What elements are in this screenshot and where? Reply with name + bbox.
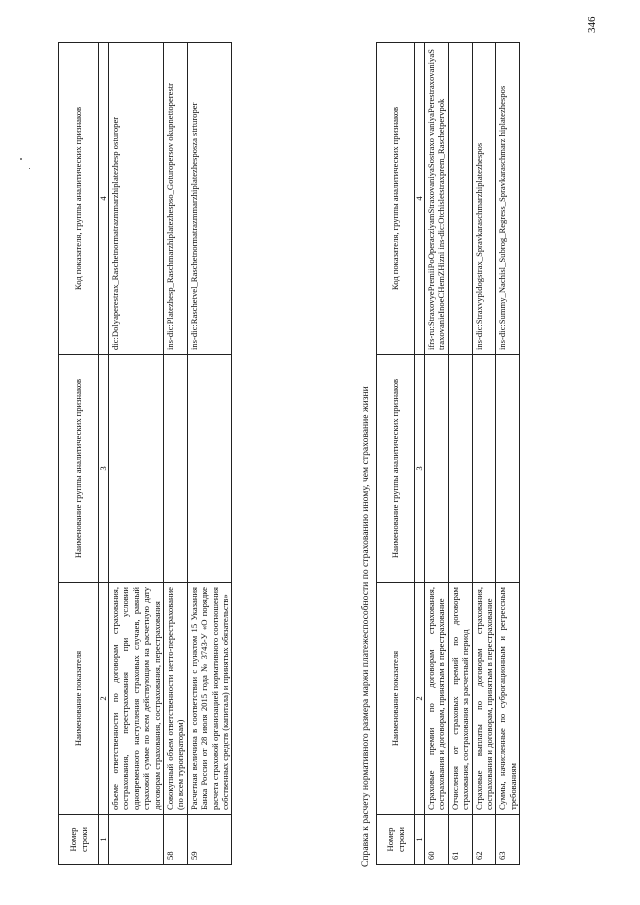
row-number: 62 <box>472 815 496 865</box>
section-caption: Справка к расчету нормативного размера маржи платежеспособности по страхованию иному, чем страхование жизни <box>360 386 371 867</box>
column-number: 3 <box>415 355 425 583</box>
row-number: 61 <box>448 815 472 865</box>
table-header-row <box>59 43 99 865</box>
row-number: 59 <box>187 815 232 865</box>
column-number: 4 <box>415 43 425 355</box>
group-name <box>109 355 164 583</box>
header-indicator-name: Наименование показателя <box>377 583 415 815</box>
header-group-name: Наименование группы аналитических признаков <box>377 355 415 583</box>
indicator-code: ins-dic:Straxvypldogstrax_Spravkaraschmarzhiplatezhespos <box>472 43 496 355</box>
indicator-name: Расчетная величина в соответствии с пунктом 15 Указания Банка России от 28 июля 2015 года № 3743-У «О порядке расчета страховой организацией нормативного соотношения собственных средств (капитала) и принятых обязательств» <box>187 583 232 815</box>
row-number <box>109 815 164 865</box>
table-row <box>164 43 188 865</box>
indicator-code: ins-dic:Summy_Nachisl_Subrog_Regress_Spravkaraschmarz hiplatezhespos <box>496 43 520 355</box>
solvency-margin-table <box>376 42 520 865</box>
indicator-table-top <box>58 42 232 865</box>
indicator-code <box>448 43 472 355</box>
indicator-name: Суммы, начисленные по суброгационным и регрессным требованиям <box>496 583 520 815</box>
indicator-name: Страховые премии по договорам страхования, сострахования и договорам, принятым в перестрахование <box>425 583 449 815</box>
table-row <box>109 43 164 865</box>
group-name <box>425 355 449 583</box>
header-row-number: Номер строки <box>59 815 99 865</box>
page-number: 346 <box>586 16 598 33</box>
group-name <box>187 355 232 583</box>
indicator-name: Отчисления от страховых премий по договорам страхования, сострахования за расчетный период <box>448 583 472 815</box>
indicator-code: ins-dic:Raschetvel_Raschetnormatrazmmarzhiplatezhesposza strturoper <box>187 43 232 355</box>
header-group-name: Наименование группы аналитических признаков <box>59 355 99 583</box>
column-number: 1 <box>415 815 425 865</box>
scan-speck <box>20 158 22 160</box>
column-number-row <box>99 43 109 865</box>
table-header-row <box>377 43 415 865</box>
table-row <box>187 43 232 865</box>
table-row <box>496 43 520 865</box>
group-name <box>496 355 520 583</box>
indicator-code: dic:Dolyaperestrax_Raschetnormatrazmmarzhiplatezhesp osturoper <box>109 43 164 355</box>
indicator-name: объеме ответственности по договорам страхования, сострахования, перестрахования при условии одновременного наступления страховых случаев, равный страховой сумме по всем действующим на расчетную дату договорам страхования, сострахования, перестрахования <box>109 583 164 815</box>
group-name <box>164 355 188 583</box>
group-name <box>448 355 472 583</box>
table-row <box>425 43 449 865</box>
indicator-name: Страховые выплаты по договорам страхования, сострахования и договорам, принятым в перестрахование <box>472 583 496 815</box>
row-number: 60 <box>425 815 449 865</box>
indicator-code: ins-dic:Platezhesp_Raschmarzhiplatezhespso_Goturopersov okupnettoperestr <box>164 43 188 355</box>
scan-speck <box>29 168 30 169</box>
header-code: Код показателя, группы аналитических признаков <box>377 43 415 355</box>
column-number: 3 <box>99 355 109 583</box>
column-number: 2 <box>99 583 109 815</box>
table-row <box>448 43 472 865</box>
header-row-number: Номер строки <box>377 815 415 865</box>
header-code: Код показателя, группы аналитических признаков <box>59 43 99 355</box>
header-indicator-name: Наименование показателя <box>59 583 99 815</box>
column-number: 4 <box>99 43 109 355</box>
column-number: 1 <box>99 815 109 865</box>
row-number: 63 <box>496 815 520 865</box>
indicator-name: Совокупный объем ответственности нетто-перестрахование (по всем туроператорам) <box>164 583 188 815</box>
indicator-code: ifrs-ru:StraxovyePremiiPoOperacziyamStraxovaniyaSostraxo vaniyaPerestraxovaniyaStraxovanieInoeCHemZHizni ins-dic:Otchisletstraxprem_Raschetpervpok <box>425 43 449 355</box>
table-row <box>472 43 496 865</box>
column-number: 2 <box>415 583 425 815</box>
row-number: 58 <box>164 815 188 865</box>
column-number-row <box>415 43 425 865</box>
group-name <box>472 355 496 583</box>
